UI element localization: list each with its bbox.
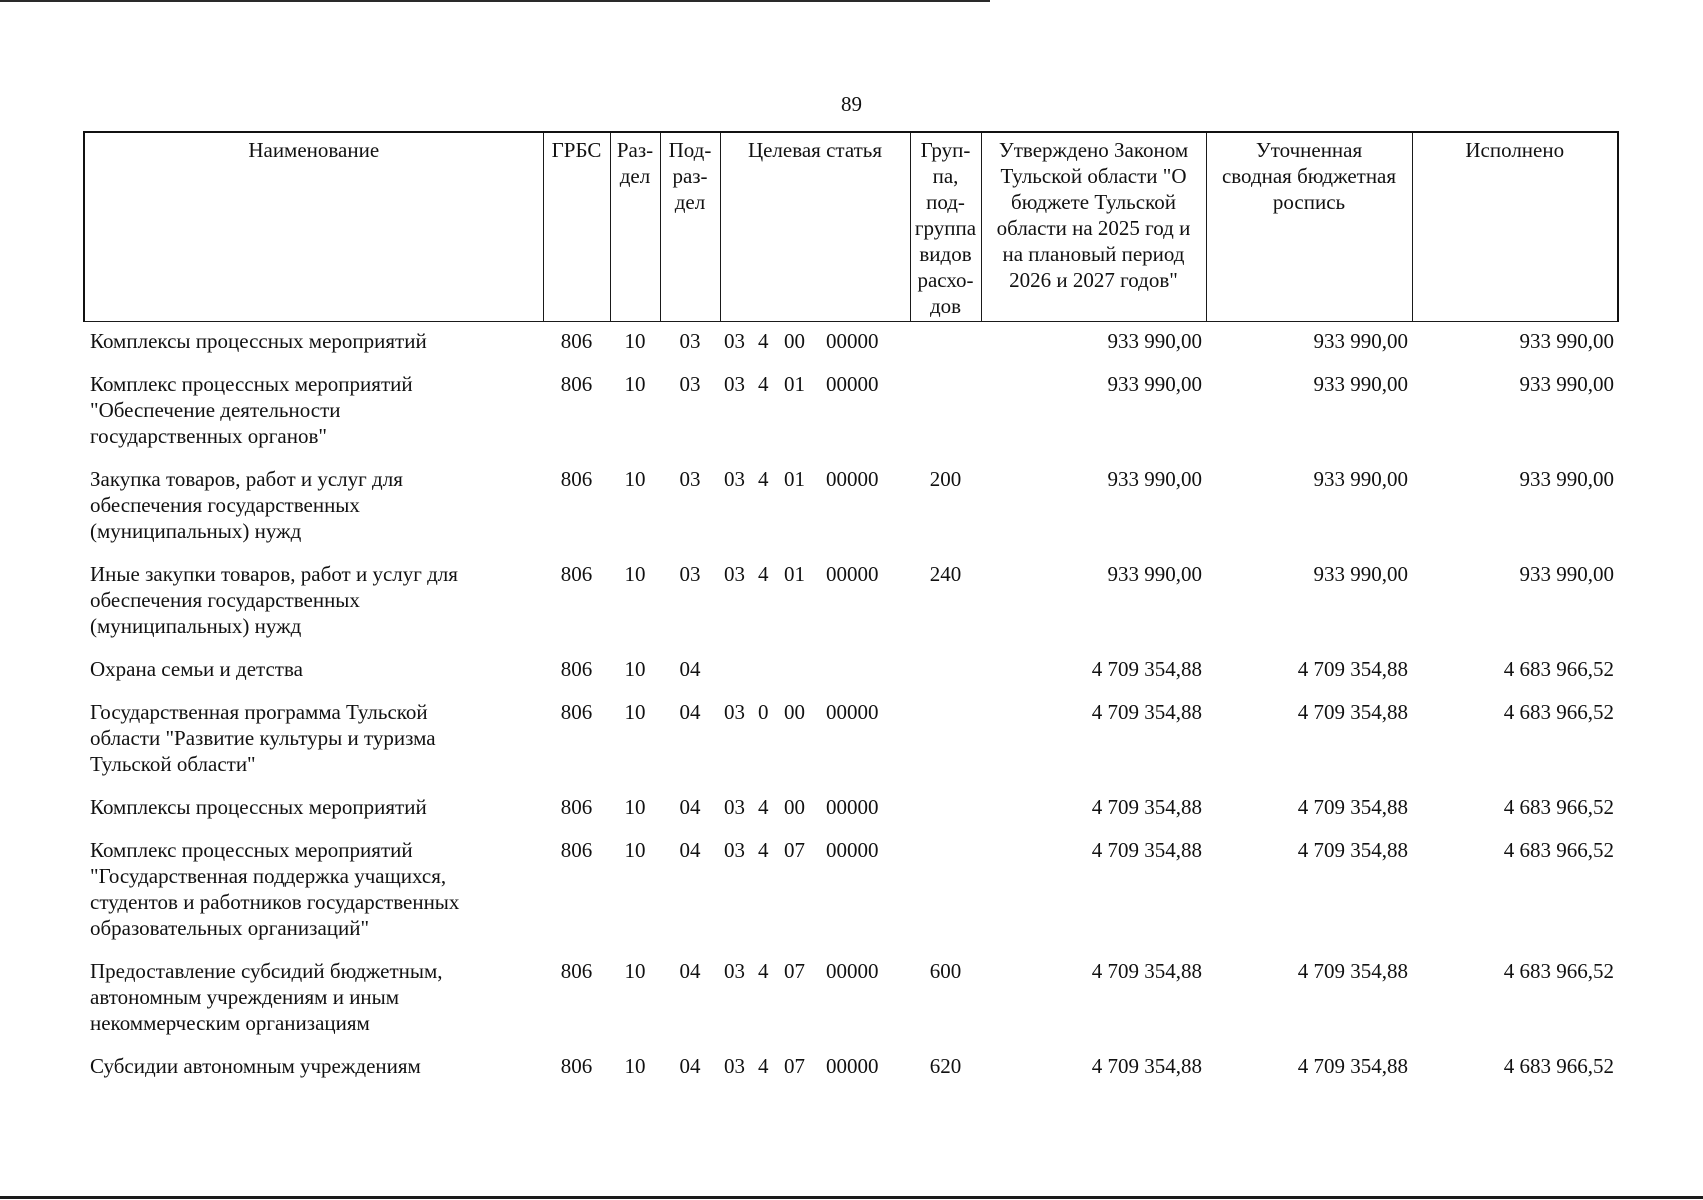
- row-executed-cell: 933 990,00: [1519, 329, 1614, 353]
- row-grbs-cell: 806: [560, 329, 593, 353]
- row-razdel-cell: 10: [624, 838, 646, 862]
- header-approved: Утверждено Законом Тульской области "О бюджете Тульской области на 2025 год и на плановый период 2026 и 2027 годов": [981, 132, 1206, 322]
- row-executed-cell: 4 683 966,52: [1503, 959, 1614, 983]
- row-podrazdel-cell: 04: [679, 657, 701, 681]
- row-target-cell: [720, 696, 910, 791]
- table-row: [84, 791, 1618, 834]
- target-code-part: 00000: [826, 1054, 879, 1078]
- target-code-part: 01: [784, 372, 805, 396]
- row-vid-cell: 200: [929, 467, 962, 491]
- row-target-cell: [720, 558, 910, 653]
- row-razdel-cell: 10: [624, 372, 646, 396]
- row-razdel-cell: 10: [624, 959, 646, 983]
- row-grbs-cell: 806: [560, 562, 593, 586]
- row-refined-cell: 4 709 354,88: [1297, 700, 1408, 724]
- target-code-part: 4: [758, 372, 769, 396]
- table-row: [84, 558, 1618, 653]
- row-grbs-cell: 806: [560, 959, 593, 983]
- target-code-part: 03: [724, 372, 745, 396]
- header-refined: Уточненная сводная бюджетная роспись: [1206, 132, 1412, 322]
- row-refined-cell: 4 709 354,88: [1297, 795, 1408, 819]
- row-name-cell: Иные закупки товаров, работ и услуг для обеспечения государственных (муниципальных) нужд: [90, 562, 458, 638]
- target-code-part: 4: [758, 959, 769, 983]
- table-row: [84, 955, 1618, 1050]
- header-podrazdel: Под- раз- дел: [660, 132, 720, 322]
- target-code-part: 00: [784, 700, 805, 724]
- row-podrazdel-cell: 04: [679, 795, 701, 819]
- row-approved-cell: 4 709 354,88: [1091, 959, 1202, 983]
- row-name-cell: Охрана семьи и детства: [90, 657, 303, 681]
- header-name: Наименование: [84, 132, 543, 322]
- row-target-cell: [720, 955, 910, 1050]
- row-target-cell: [720, 791, 910, 834]
- row-vid-cell: [910, 696, 981, 791]
- row-executed-cell: 933 990,00: [1519, 372, 1614, 396]
- row-grbs-cell: 806: [560, 372, 593, 396]
- table-header: [84, 132, 1618, 322]
- scan-bottom-edge: [0, 1196, 1703, 1199]
- row-approved-cell: 933 990,00: [1107, 329, 1202, 353]
- target-code-part: 03: [724, 1054, 745, 1078]
- row-vid-cell: [910, 322, 981, 369]
- row-executed-cell: 4 683 966,52: [1503, 795, 1614, 819]
- row-name-cell: Комплексы процессных мероприятий: [90, 795, 427, 819]
- row-target-cell: [720, 368, 910, 463]
- target-code-part: 00000: [826, 372, 879, 396]
- row-refined-cell: 933 990,00: [1313, 562, 1408, 586]
- row-executed-cell: 4 683 966,52: [1503, 838, 1614, 862]
- row-target-cell: [720, 1050, 910, 1093]
- target-code-part: 01: [784, 467, 805, 491]
- row-razdel-cell: 10: [624, 795, 646, 819]
- row-target-cell: [720, 463, 910, 558]
- table-row: [84, 834, 1618, 955]
- target-code-part: 07: [784, 838, 805, 862]
- header-razdel: Раз- дел: [610, 132, 660, 322]
- row-approved-cell: 4 709 354,88: [1091, 700, 1202, 724]
- row-podrazdel-cell: 03: [679, 562, 701, 586]
- target-code-part: 4: [758, 838, 769, 862]
- table-row: [84, 463, 1618, 558]
- table-row: [84, 653, 1618, 696]
- header-executed: Исполнено: [1412, 132, 1618, 322]
- row-approved-cell: 4 709 354,88: [1091, 795, 1202, 819]
- row-vid-cell: 240: [929, 562, 962, 586]
- target-code-part: 07: [784, 959, 805, 983]
- row-vid-cell: [910, 791, 981, 834]
- row-target-cell: [720, 322, 910, 369]
- target-code-part: 03: [724, 959, 745, 983]
- target-code-part: 07: [784, 1054, 805, 1078]
- target-code-part: 03: [724, 467, 745, 491]
- row-executed-cell: 933 990,00: [1519, 467, 1614, 491]
- target-code-part: 03: [724, 700, 745, 724]
- target-code-part: 4: [758, 467, 769, 491]
- row-name-cell: Комплекс процессных мероприятий "Обеспечение деятельности государственных органов": [90, 372, 413, 448]
- row-refined-cell: 933 990,00: [1313, 372, 1408, 396]
- row-refined-cell: 4 709 354,88: [1297, 959, 1408, 983]
- target-code-part: 03: [724, 329, 745, 353]
- row-name-cell: Комплексы процессных мероприятий: [90, 329, 427, 353]
- target-code-part: 00000: [826, 795, 879, 819]
- row-razdel-cell: 10: [624, 1054, 646, 1078]
- row-podrazdel-cell: 04: [679, 959, 701, 983]
- table-body: [84, 322, 1618, 1094]
- target-code-part: 00000: [826, 838, 879, 862]
- target-code-part: 4: [758, 795, 769, 819]
- row-vid-cell: [910, 368, 981, 463]
- target-code-part: 00000: [826, 959, 879, 983]
- row-name-cell: Предоставление субсидий бюджетным, автономным учреждениям и иным некоммерческим организациям: [90, 959, 443, 1035]
- row-approved-cell: 933 990,00: [1107, 372, 1202, 396]
- target-code-part: 4: [758, 562, 769, 586]
- row-vid-cell: 600: [929, 959, 962, 983]
- row-refined-cell: 4 709 354,88: [1297, 838, 1408, 862]
- target-code-part: 00: [784, 795, 805, 819]
- target-code-part: 00: [784, 329, 805, 353]
- row-approved-cell: 4 709 354,88: [1091, 657, 1202, 681]
- table-row: [84, 368, 1618, 463]
- row-grbs-cell: 806: [560, 795, 593, 819]
- row-approved-cell: 4 709 354,88: [1091, 1054, 1202, 1078]
- row-executed-cell: 4 683 966,52: [1503, 1054, 1614, 1078]
- row-razdel-cell: 10: [624, 467, 646, 491]
- row-approved-cell: 933 990,00: [1107, 467, 1202, 491]
- target-code-part: 00000: [826, 467, 879, 491]
- row-grbs-cell: 806: [560, 838, 593, 862]
- row-grbs-cell: 806: [560, 467, 593, 491]
- budget-table: [83, 131, 1619, 1093]
- target-code-part: 01: [784, 562, 805, 586]
- target-code-part: 00000: [826, 562, 879, 586]
- row-name-cell: Комплекс процессных мероприятий "Государственная поддержка учащихся, студентов и работников государственных образовательных организаций": [90, 838, 460, 940]
- target-code-part: 03: [724, 795, 745, 819]
- row-approved-cell: 4 709 354,88: [1091, 838, 1202, 862]
- row-vid-cell: 620: [929, 1054, 962, 1078]
- table-row: [84, 322, 1618, 369]
- row-executed-cell: 933 990,00: [1519, 562, 1614, 586]
- row-executed-cell: 4 683 966,52: [1503, 700, 1614, 724]
- target-code-part: 00000: [826, 700, 879, 724]
- scan-top-edge: [0, 0, 990, 2]
- header-vid: Груп- па, под- группа видов расхо- дов: [910, 132, 981, 322]
- row-grbs-cell: 806: [560, 700, 593, 724]
- target-code-part: 03: [724, 838, 745, 862]
- table-row: [84, 696, 1618, 791]
- header-target: Целевая статья: [720, 132, 910, 322]
- target-code-part: 4: [758, 329, 769, 353]
- row-vid-cell: [910, 834, 981, 955]
- row-refined-cell: 933 990,00: [1313, 329, 1408, 353]
- row-podrazdel-cell: 04: [679, 700, 701, 724]
- row-approved-cell: 933 990,00: [1107, 562, 1202, 586]
- row-razdel-cell: 10: [624, 329, 646, 353]
- row-name-cell: Государственная программа Тульской области "Развитие культуры и туризма Тульской области": [90, 700, 436, 776]
- row-grbs-cell: 806: [560, 657, 593, 681]
- row-vid-cell: [910, 653, 981, 696]
- row-name-cell: Закупка товаров, работ и услуг для обеспечения государственных (муниципальных) нужд: [90, 467, 403, 543]
- row-razdel-cell: 10: [624, 700, 646, 724]
- row-refined-cell: 4 709 354,88: [1297, 1054, 1408, 1078]
- table-row: [84, 1050, 1618, 1093]
- row-razdel-cell: 10: [624, 562, 646, 586]
- row-podrazdel-cell: 03: [679, 467, 701, 491]
- row-podrazdel-cell: 03: [679, 372, 701, 396]
- target-code-part: 00000: [826, 329, 879, 353]
- row-refined-cell: 933 990,00: [1313, 467, 1408, 491]
- target-code-part: 03: [724, 562, 745, 586]
- target-code-part: 0: [758, 700, 769, 724]
- target-code-part: 4: [758, 1054, 769, 1078]
- row-podrazdel-cell: 04: [679, 838, 701, 862]
- row-grbs-cell: 806: [560, 1054, 593, 1078]
- row-razdel-cell: 10: [624, 657, 646, 681]
- row-target-cell: [720, 653, 910, 696]
- header-grbs: ГРБС: [543, 132, 610, 322]
- row-executed-cell: 4 683 966,52: [1503, 657, 1614, 681]
- row-target-cell: [720, 834, 910, 955]
- row-refined-cell: 4 709 354,88: [1297, 657, 1408, 681]
- page-number: 89: [841, 92, 862, 116]
- row-podrazdel-cell: 04: [679, 1054, 701, 1078]
- row-name-cell: Субсидии автономным учреждениям: [90, 1054, 421, 1078]
- row-podrazdel-cell: 03: [679, 329, 701, 353]
